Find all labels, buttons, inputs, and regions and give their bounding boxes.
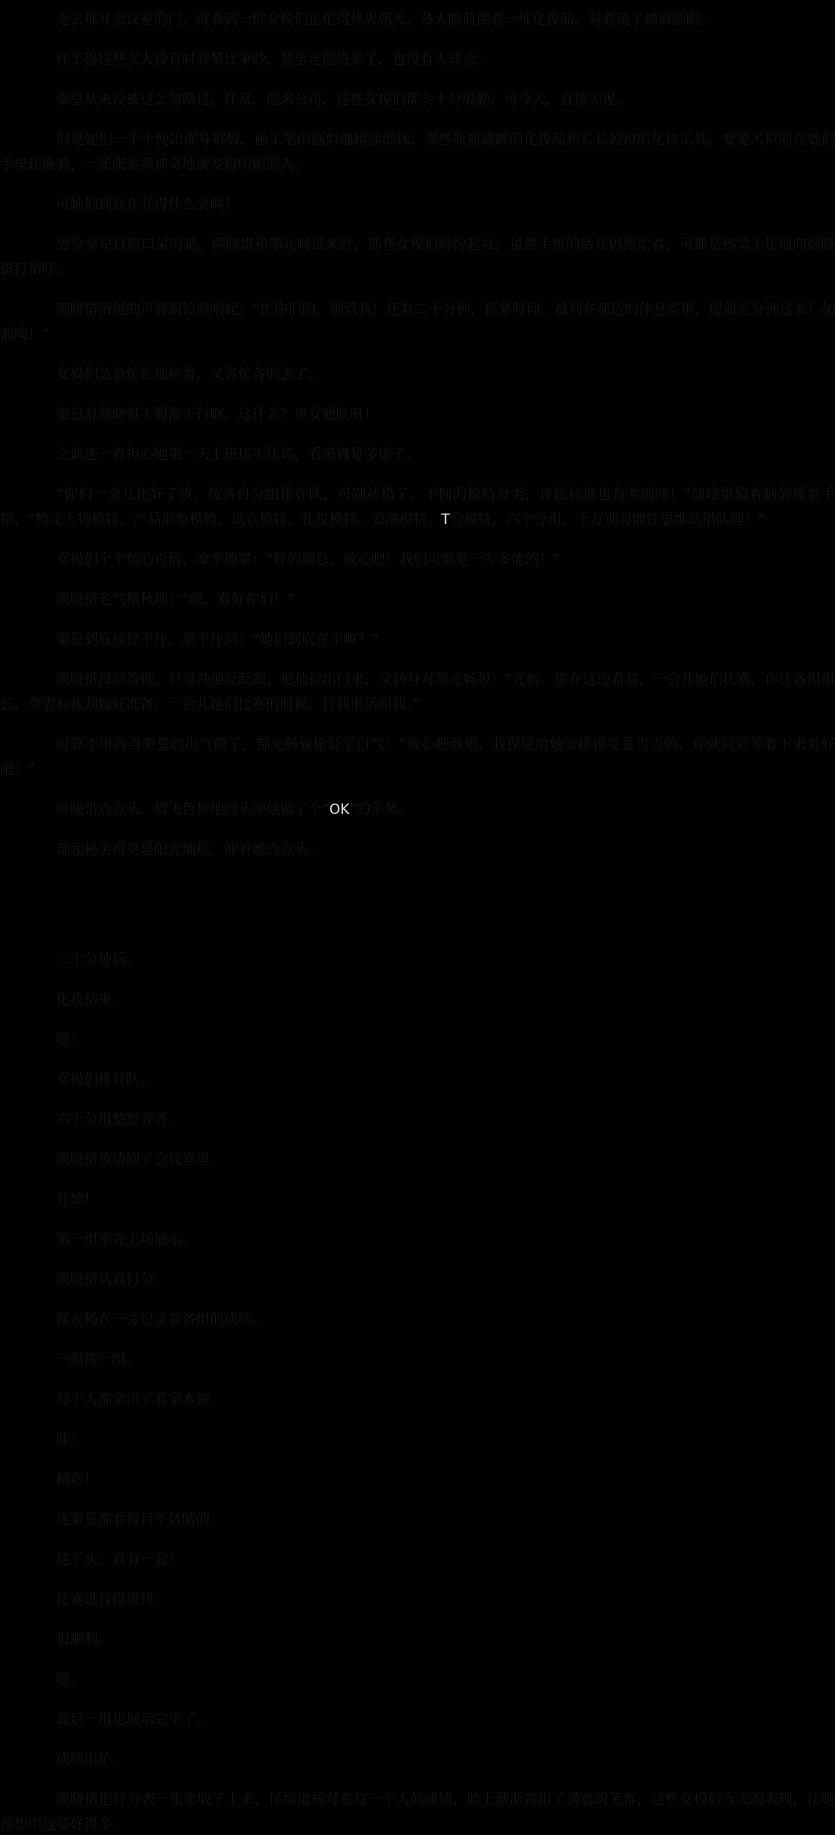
chapter-paragraph: 嗯！ <box>56 1032 84 1048</box>
chapter-paragraph: 成绩出炉。 <box>56 1752 126 1768</box>
chapter-paragraph: 怪不得这些女人没有时间攀比争吵，甚至连他进来了，也没有人理会。 <box>56 52 490 68</box>
chapter-paragraph: 女模们急急忙忙地应着，又各忙各的去了。 <box>56 367 322 383</box>
chapter-paragraph: 但见她们一个个使出浑身解数，画工笔国画似地精涂细抹，那些瓶瓶罐罐的化妆品和长长短短的化妆工具，变魔术似的在她们手里轮换着，一张张素颜神奇地就变得明媚照人。 <box>0 132 835 173</box>
chapter-continuation-paragraphs <box>0 948 835 1835</box>
chapter-paragraph: 开始！ <box>56 1192 98 1208</box>
chapter-paragraph: 秦皇从来没被这么忽略过，往常，他来公司，这些女模们都会十分殷勤，可今天，直接无视。 <box>56 92 630 108</box>
chapter-paragraph: 秦皇到底按捺不住，忍不住问：“她们到底在干嘛？” <box>56 632 379 648</box>
chapter-paragraph: 第一组率先上场展示。 <box>56 1232 196 1248</box>
chapter-paragraph: 嗯。 <box>56 1672 84 1688</box>
chapter-paragraph: 可她们到底在开得什么会啊！ <box>56 197 238 213</box>
chapter-paragraph: 秦皇对颜晓惜不服都不行啊，这什么？男女通吃呀！ <box>56 407 378 423</box>
chapter-paragraph: 化妆结束。 <box>56 992 126 1008</box>
chapter-paragraph: 走去推开会议室的门，就看到一群女模们正忙得热火朝天，各人眼前摆着一堆化妆品，对着镜子描眉画眼。 <box>56 12 714 28</box>
section-gap <box>0 878 835 948</box>
chapter-paragraph: 一组接一组。 <box>56 1352 140 1368</box>
chapter-paragraph: “你们一会儿化好了妆，按各自分组排好队，可别站错了，不同的模特分类，评比标准也有差别哩！”颜晓惜偏着脑袋挥着手指，“特定人物模特、产品形象模特、试衣模特、礼仪模特、表演模特、T台模特，六个分组，千万别习惯性思维站错队哩！” <box>0 487 835 528</box>
chapter-paragraph: 可算不用再当秦皇的出气筒了，郜元畅偷偷舒了口气：“放心吧颜姐，我保证给她安排得妥妥当当的，你就只管等着下来看好吧！” <box>0 737 835 778</box>
chapter-paragraph: 颜晓惜认真打分。 <box>56 1272 168 1288</box>
chapter-paragraph: 最后一组也展示完毕了。 <box>56 1712 210 1728</box>
chapter-paragraph: 二十分钟后。 <box>56 952 140 968</box>
chapter-paragraph: 六个分组整整齐齐。 <box>56 1112 182 1128</box>
latin-text: T <box>441 512 450 528</box>
chapter-paragraph: 颜晓惜没回答他，只是冲他眨眨眼，把他拉出门来，又转身对郜元畅说：“元畅，你在这边看着，一会儿她们比赛，你让各组组长，拿表和裁判做好准备，一会儿她们比赛的时候，打我电话叫我。” <box>0 672 835 713</box>
chapter-paragraph: 女模们个个信心百倍，摩拳擦掌：“好的颜总，放心吧！我们可都是一专多能的！” <box>56 552 561 568</box>
chapter-paragraph: 比赛进行得很快。 <box>56 1592 168 1608</box>
chapter-paragraph: 颜晓惜清越的声音铜铃般响起：“忙你们的，别管我！还有二十分钟，抓紧时间。裁判在那边的休息室里，提前五分钟过来！加油噢！” <box>0 302 835 343</box>
chapter-paragraph: 郜元畅在一旁记录着各组的成绩。 <box>56 1312 266 1328</box>
chapter-paragraph: 每个人都拿出了看家本领。 <box>56 1392 224 1408</box>
chapter-paragraph: 这丫头，真有一套！ <box>56 1552 182 1568</box>
chapter-paragraph: 精彩！ <box>56 1472 98 1488</box>
chapter-paragraph: 郜元畅笑得更是阳光灿烂，冲着她点点头。 <box>56 842 322 858</box>
chapter-body <box>0 8 835 1835</box>
latin-text: OK <box>329 802 350 818</box>
chapter-paragraph: 颜晓惜被请回了会议室里。 <box>56 1152 224 1168</box>
chapter-paragraph: 颜晓惜点点头，眉飞色舞地回头冲他做了个“OK”的手势。 <box>56 802 413 818</box>
chapter-paragraph: 很顺利。 <box>56 1632 112 1648</box>
chapter-paragraph: 哇！ <box>56 1432 84 1448</box>
chapter-paragraph: 之前还一直担心她第一天上班压不住场，看来真是多虑了。 <box>56 447 420 463</box>
chapter-paragraphs <box>0 8 835 863</box>
chapter-paragraph: 颜晓惜老气横秋地：“嗯，看好你们！” <box>56 592 295 608</box>
chapter-paragraph: 更令秦皇目瞪口呆的是，颜晓惜和郜元畅进来时，那些女模们纷纷起立，虽然手里的活儿仍然忙着，可都是热情十足地向颜晓惜打招呼。 <box>0 237 835 278</box>
chapter-paragraph: 连秦皇都看得目不转睛的。 <box>56 1512 224 1528</box>
chapter-paragraph: 女模们排好队。 <box>56 1072 154 1088</box>
chapter-paragraph: 颜晓惜把打分表一张张收了上来，仔细地核对着每一个人的成绩，脸上渐渐露出了满意的笑容，这些女模们今天的表现，比她预想中还要好得多。 <box>0 1792 835 1833</box>
